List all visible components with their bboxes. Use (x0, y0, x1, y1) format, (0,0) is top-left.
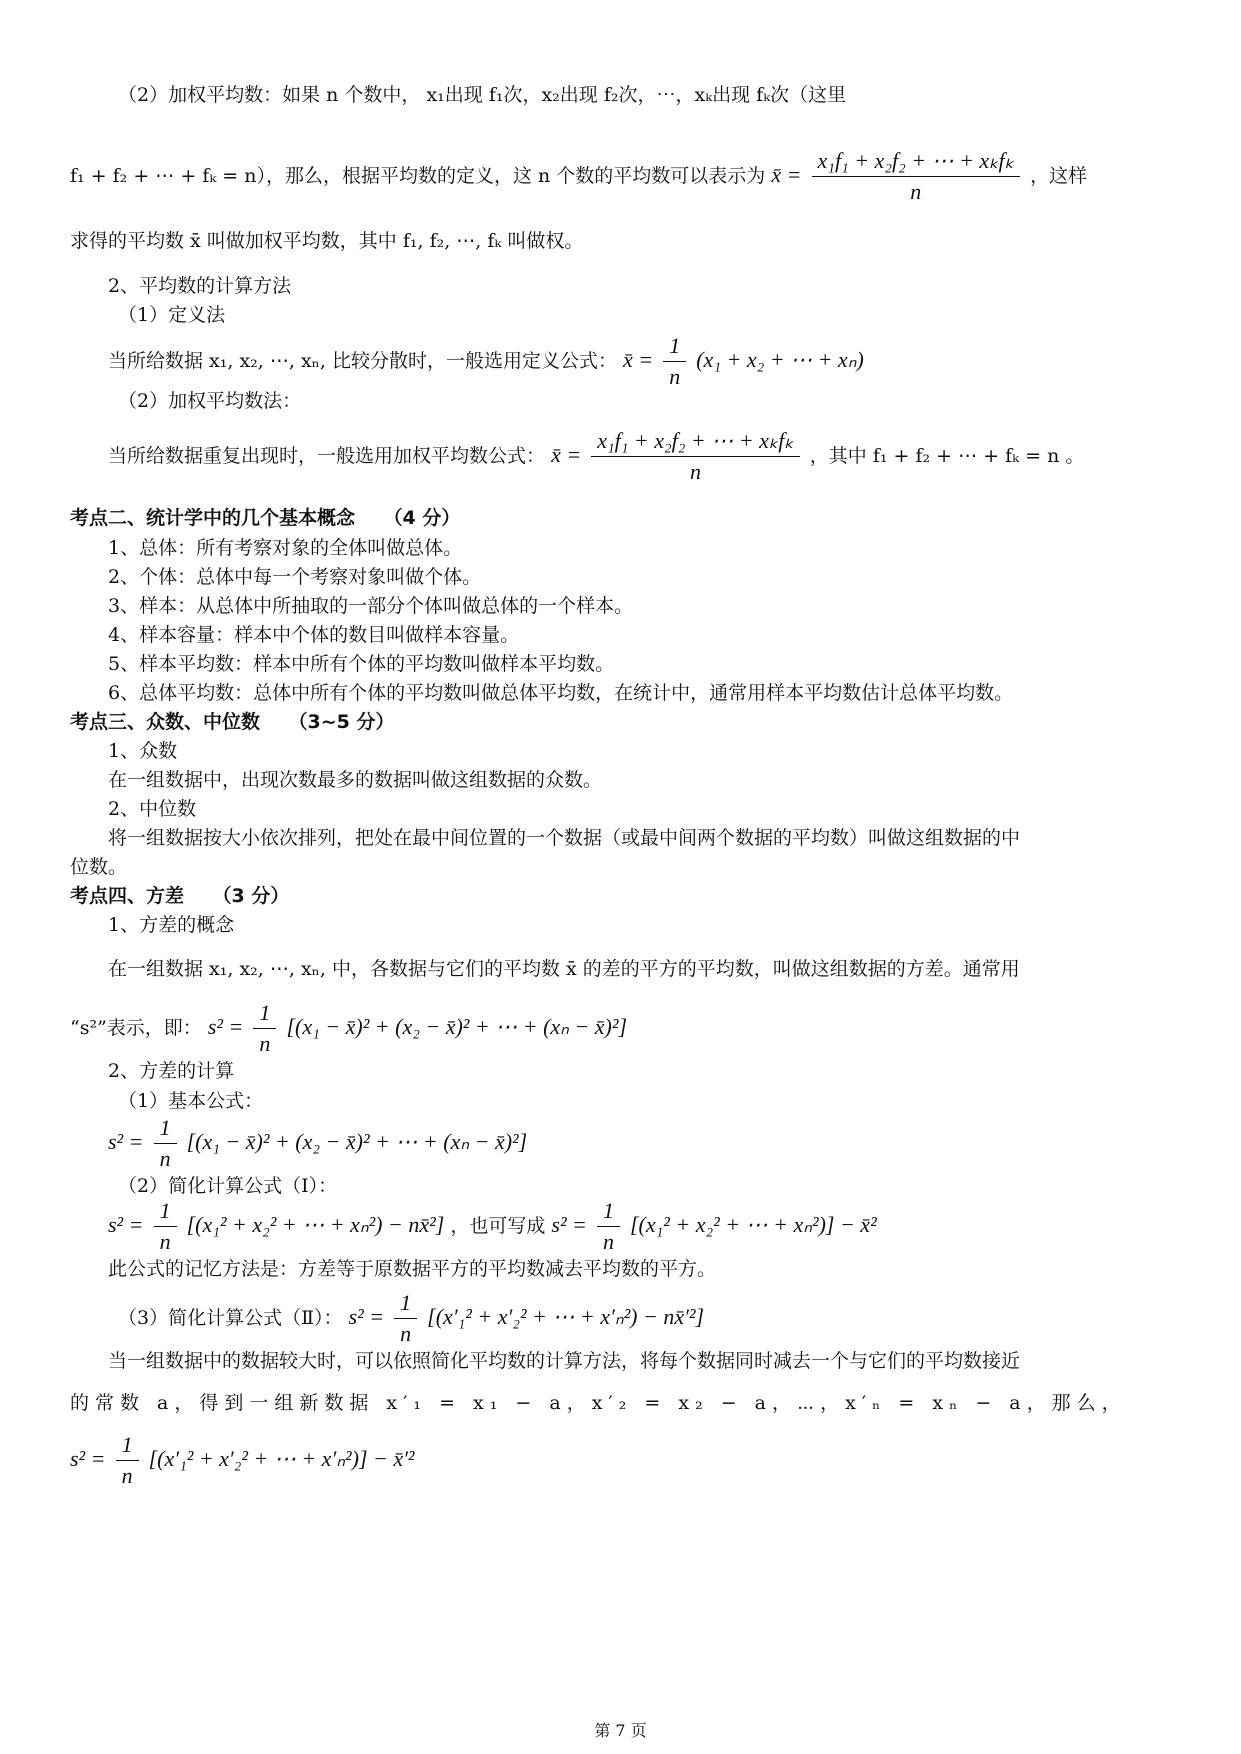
text-line: 2、平均数的计算方法 (108, 275, 292, 297)
text-line: 1、众数 (108, 740, 178, 762)
text-line: 5、样本平均数：样本中所有个体的平均数叫做样本平均数。 (108, 653, 615, 675)
formula-lhs: s² = (207, 1013, 244, 1039)
text-line: 当一组数据中的数据较大时，可以依照简化平均数的计算方法，将每个数据同时减去一个与它们的平均数接近 (108, 1350, 1021, 1372)
formula-line (70, 148, 1087, 206)
text-line: （2）加权平均数法： (118, 390, 302, 412)
fraction-numerator: x₁f₁ + x₂f₂ + ⋯ + xₖfₖ (812, 148, 1021, 177)
fraction-denominator: n (159, 1229, 171, 1255)
text-line: 在一组数据 x₁, x₂, ⋯, xₙ, 中，各数据与它们的平均数 x̄ 的差的平方的平均数，叫做这组数据的方差。通常用 (108, 958, 1020, 980)
fraction-numerator: x₁f₁ + x₂f₂ + ⋯ + xₖfₖ (591, 428, 800, 457)
formula-lhs: s² = (70, 1445, 106, 1471)
formula-lhs: s² = (348, 1303, 385, 1329)
text-line: 2、个体：总体中每一个考察对象叫做个体。 (108, 566, 482, 588)
text-span: （3）简化计算公式（Ⅱ）： (118, 1306, 343, 1329)
formula-line (70, 1432, 415, 1490)
formula-lhs: x̄ = (623, 346, 654, 372)
text-line: 2、中位数 (108, 798, 197, 820)
formula-rhs: (x₁ + x₂ + ⋯ + xₙ) (696, 346, 864, 372)
text-span: “s²”表示，即： (70, 1016, 202, 1039)
formula-line (70, 1000, 627, 1058)
section-heading: 考点三、众数、中位数 （3~5 分） (70, 711, 395, 733)
fraction (116, 1432, 139, 1490)
fraction-numerator: 1 (116, 1432, 139, 1461)
fraction (597, 1198, 620, 1256)
section-heading: 考点二、统计学中的几个基本概念 （4 分） (70, 507, 461, 529)
text-line: 4、样本容量：样本中个体的数目叫做样本容量。 (108, 624, 520, 646)
formula-lhs: s² = (108, 1128, 144, 1154)
text-line: （1）定义法 (118, 304, 226, 326)
fraction (394, 1290, 417, 1348)
page-number: 第 7 页 (594, 1721, 647, 1740)
text-line: 2、方差的计算 (108, 1060, 235, 1082)
text-line: （2）简化计算公式（Ⅰ）： (118, 1175, 338, 1197)
formula-rhs: [(x₁² + x₂² + ⋯ + xₙ²)] − x̄² (630, 1211, 877, 1237)
fraction (253, 1000, 276, 1058)
fraction (154, 1115, 177, 1173)
text-line: 1、方差的概念 (108, 914, 235, 936)
formula-rhs: [(x₁² + x₂² + ⋯ + xₙ²) − nx̄²] (186, 1211, 445, 1237)
fraction (591, 428, 800, 486)
text-line: 位数。 (70, 856, 128, 878)
fraction (663, 333, 686, 391)
formula-lhs: s² = (108, 1211, 144, 1237)
text-line: 3、样本：从总体中所抽取的一部分个体叫做总体的一个样本。 (108, 595, 634, 617)
formula-rhs: [(x₁ − x̄)² + (x₂ − x̄)² + ⋯ + (xₙ − x̄)²] (186, 1128, 528, 1154)
text-line: （2）加权平均数：如果 n 个数中， x₁出现 f₁次，x₂出现 f₂次，⋯，xₖ出现 fₖ次（这里 (118, 84, 847, 106)
text-span: f₁ + f₂ + ⋯ + fₖ = n），那么，根据平均数的定义，这 n 个数的平均数可以表示为 (70, 164, 766, 187)
fraction (812, 148, 1021, 206)
fraction-numerator: 1 (253, 1000, 276, 1029)
text-line: （1）基本公式： (118, 1090, 264, 1112)
fraction-denominator: n (910, 179, 922, 205)
fraction-denominator: n (689, 459, 701, 485)
fraction-denominator: n (602, 1229, 614, 1255)
fraction-denominator: n (400, 1321, 412, 1347)
text-span: ，其中 f₁ + f₂ + ⋯ + fₖ = n 。 (809, 444, 1085, 467)
text-line: 的常数 a，得到一组新数据 x′₁ = x₁ − a，x′₂ = x₂ − a，⋯，x′ₙ = xₙ − a，那么， (70, 1392, 1127, 1414)
fraction-denominator: n (259, 1031, 271, 1057)
fraction-numerator: 1 (663, 333, 686, 362)
formula-lhs: x̄ = (551, 441, 582, 467)
text-span: ，也可写成 (450, 1214, 546, 1237)
formula-line (118, 1290, 704, 1348)
fraction (154, 1198, 177, 1256)
formula-rhs: [(x₁ − x̄)² + (x₂ − x̄)² + ⋯ + (xₙ − x̄)²] (286, 1013, 628, 1039)
text-line: 6、总体平均数：总体中所有个体的平均数叫做总体平均数，在统计中，通常用样本平均数估计总体平均数。 (108, 682, 1014, 704)
text-span: 当所给数据 x₁, x₂, ⋯, xₙ, 比较分散时，一般选用定义公式： (108, 349, 617, 372)
fraction-denominator: n (121, 1463, 133, 1489)
text-line: 将一组数据按大小依次排列，把处在最中间位置的一个数据（或最中间两个数据的平均数）叫做这组数据的中 (108, 827, 1021, 849)
fraction-numerator: 1 (394, 1290, 417, 1319)
fraction-numerator: 1 (154, 1198, 177, 1227)
fraction-denominator: n (159, 1146, 171, 1172)
text-line: 在一组数据中，出现次数最多的数据叫做这组数据的众数。 (108, 769, 603, 791)
formula-line (108, 1115, 527, 1173)
text-span: 当所给数据重复出现时，一般选用加权平均数公式： (108, 444, 546, 467)
formula-rhs: [(x′₁² + x′₂² + ⋯ + x′ₙ²) − nx̄′²] (427, 1303, 705, 1329)
formula-line (108, 333, 864, 391)
formula-rhs: [(x′₁² + x′₂² + ⋯ + x′ₙ²)] − x̄′² (148, 1445, 415, 1471)
formula-line (108, 428, 1084, 486)
text-line: 1、总体：所有考察对象的全体叫做总体。 (108, 537, 463, 559)
fraction-numerator: 1 (597, 1198, 620, 1227)
fraction-denominator: n (669, 364, 681, 390)
fraction-numerator: 1 (154, 1115, 177, 1144)
text-line: 此公式的记忆方法是：方差等于原数据平方的平均数减去平均数的平方。 (108, 1258, 717, 1280)
formula-lhs: x̄ = (771, 161, 802, 187)
formula-line (108, 1198, 877, 1256)
text-line: 求得的平均数 x̄ 叫做加权平均数，其中 f₁, f₂, ⋯, fₖ 叫做权。 (70, 230, 584, 252)
text-span: ，这样 (1030, 164, 1088, 187)
section-heading: 考点四、方差 （3 分） (70, 885, 290, 907)
formula-lhs: s² = (551, 1211, 587, 1237)
